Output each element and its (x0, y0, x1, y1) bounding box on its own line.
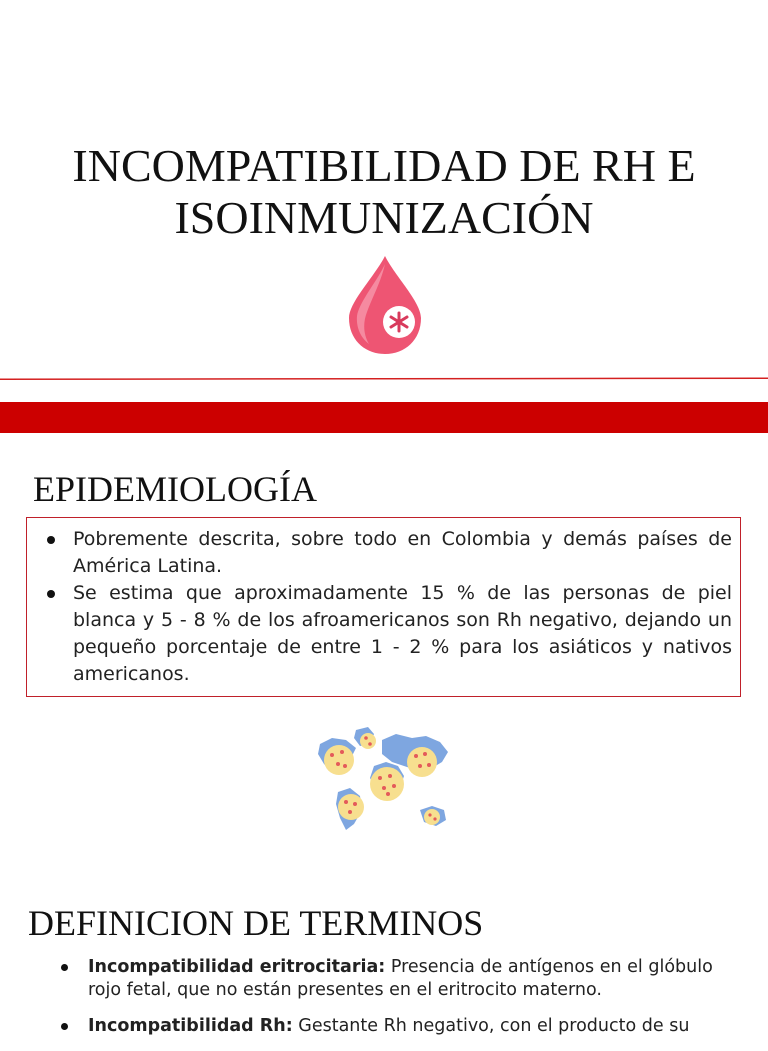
divider-line (0, 377, 768, 381)
drop-body (349, 256, 421, 354)
title-line-2: ISOINMUNIZACIÓN (174, 192, 594, 243)
term-label: Incompatibilidad Rh: (88, 1016, 293, 1036)
term-definition: Presencia de antígenos en el glóbulo rojo fetal, que no están presentes en el eritrocito materno. (88, 957, 713, 1000)
page-title (0, 140, 768, 244)
definiciones-list (58, 956, 738, 1051)
red-divider-band (0, 402, 768, 433)
list-item: Se estima que aproximadamente 15 % de las personas de piel blanca y 5 - 8 % de los afroamericanos son Rh negativo, dejando un pequeño porcentaje de entre 1 - 2 % para los asiáticos y nativos americanos. (73, 580, 732, 688)
world-map-icon (312, 722, 457, 837)
section-heading-epidemiologia: EPIDEMIOLOGÍA (33, 469, 317, 509)
term-definition: Gestante Rh negativo, con el producto de su (292, 1016, 690, 1036)
list-item (58, 956, 738, 1002)
term-label: Incompatibilidad eritrocitaria: (88, 957, 386, 977)
epidemiologia-box (26, 517, 741, 697)
blood-drop-icon (345, 254, 425, 356)
epidemiologia-list (27, 518, 740, 688)
list-item (58, 1015, 738, 1038)
title-line-1: INCOMPATIBILIDAD DE RH E (72, 140, 696, 191)
list-item: Pobremente descrita, sobre todo en Colombia y demás países de América Latina. (73, 526, 732, 580)
section-heading-definiciones: DEFINICION DE TERMINOS (28, 903, 484, 943)
